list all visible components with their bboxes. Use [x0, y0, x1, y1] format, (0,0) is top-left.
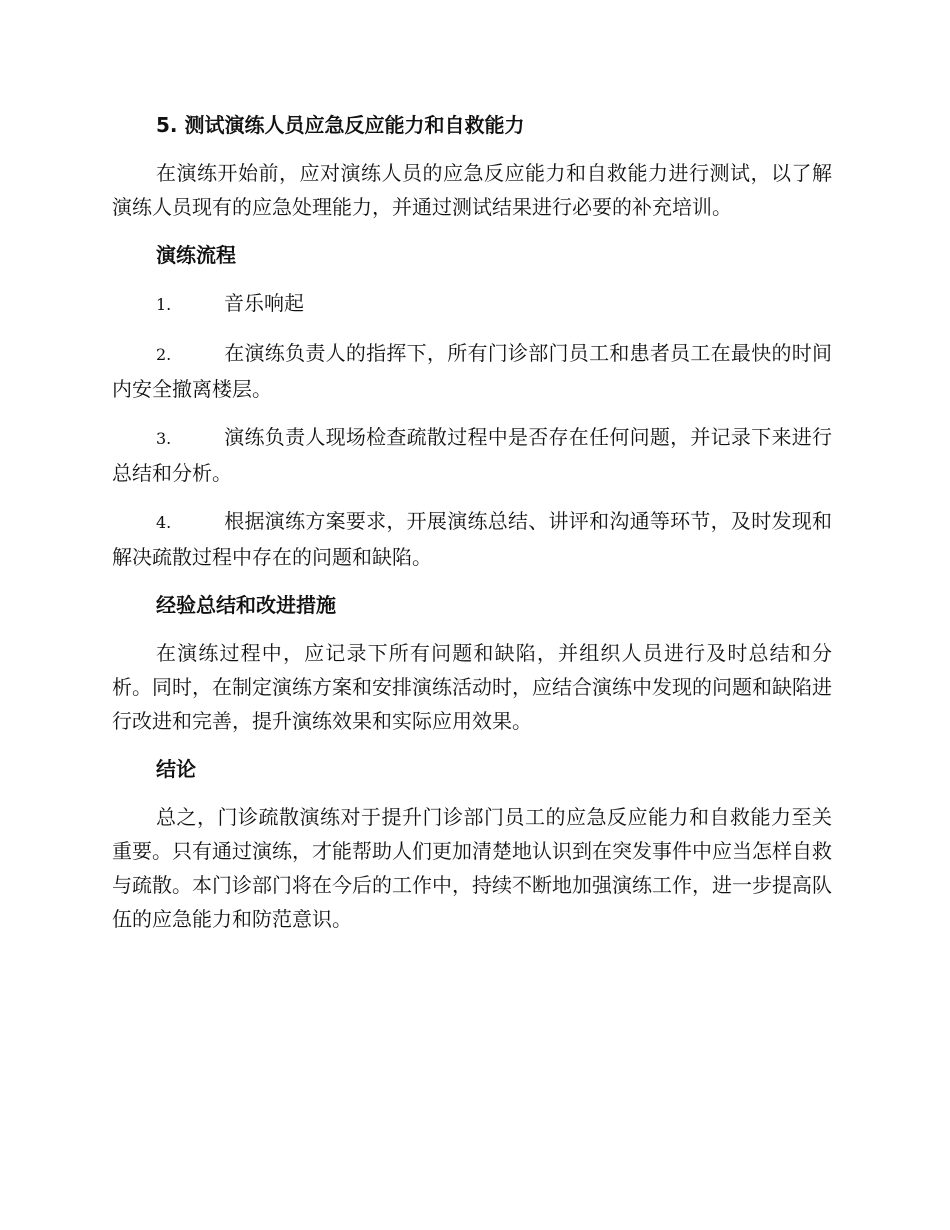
list-item-text: 音乐响起: [224, 291, 304, 315]
list-item-number: 1.: [156, 295, 172, 314]
section-5-body: 在演练开始前，应对演练人员的应急反应能力和自救能力进行测试，以了解演练人员现有的应急处理能力，并通过测试结果进行必要的补充培训。: [112, 161, 832, 219]
list-item-number: 4.: [156, 513, 172, 532]
list-item-number: 3.: [156, 429, 172, 448]
procedure-heading: 演练流程: [156, 243, 236, 267]
list-item: [112, 286, 832, 322]
list-item-text: 在演练负责人的指挥下，所有门诊部门员工和患者员工在最快的时间内安全撤离楼层。: [112, 341, 832, 401]
summary-heading: 经验总结和改进措施: [156, 593, 336, 617]
document-content: [112, 108, 832, 950]
list-item-text: 根据演练方案要求，开展演练总结、讲评和沟通等环节，及时发现和解决疏散过程中存在的问题和缺陷。: [112, 509, 832, 569]
list-item: [112, 504, 832, 574]
section-5-heading: 5. 测试演练人员应急反应能力和自救能力: [156, 113, 525, 137]
list-item-number: 2.: [156, 345, 172, 364]
summary-body: 在演练过程中，应记录下所有问题和缺陷，并组织人员进行及时总结和分析。同时，在制定演练方案和安排演练活动时，应结合演练中发现的问题和缺陷进行改进和完善，提升演练效果和实际应用效果。: [112, 641, 832, 733]
conclusion-body: 总之，门诊疏散演练对于提升门诊部门员工的应急反应能力和自救能力至关重要。只有通过演练，才能帮助人们更加清楚地认识到在突发事件中应当怎样自救与疏散。本门诊部门将在今后的工作中，持续不断地加强演练工作，进一步提高队伍的应急能力和防范意识。: [112, 805, 832, 931]
list-item: [112, 336, 832, 406]
list-item: [112, 420, 832, 490]
list-item-text: 演练负责人现场检查疏散过程中是否存在任何问题，并记录下来进行总结和分析。: [112, 425, 832, 485]
conclusion-heading: 结论: [156, 757, 196, 781]
